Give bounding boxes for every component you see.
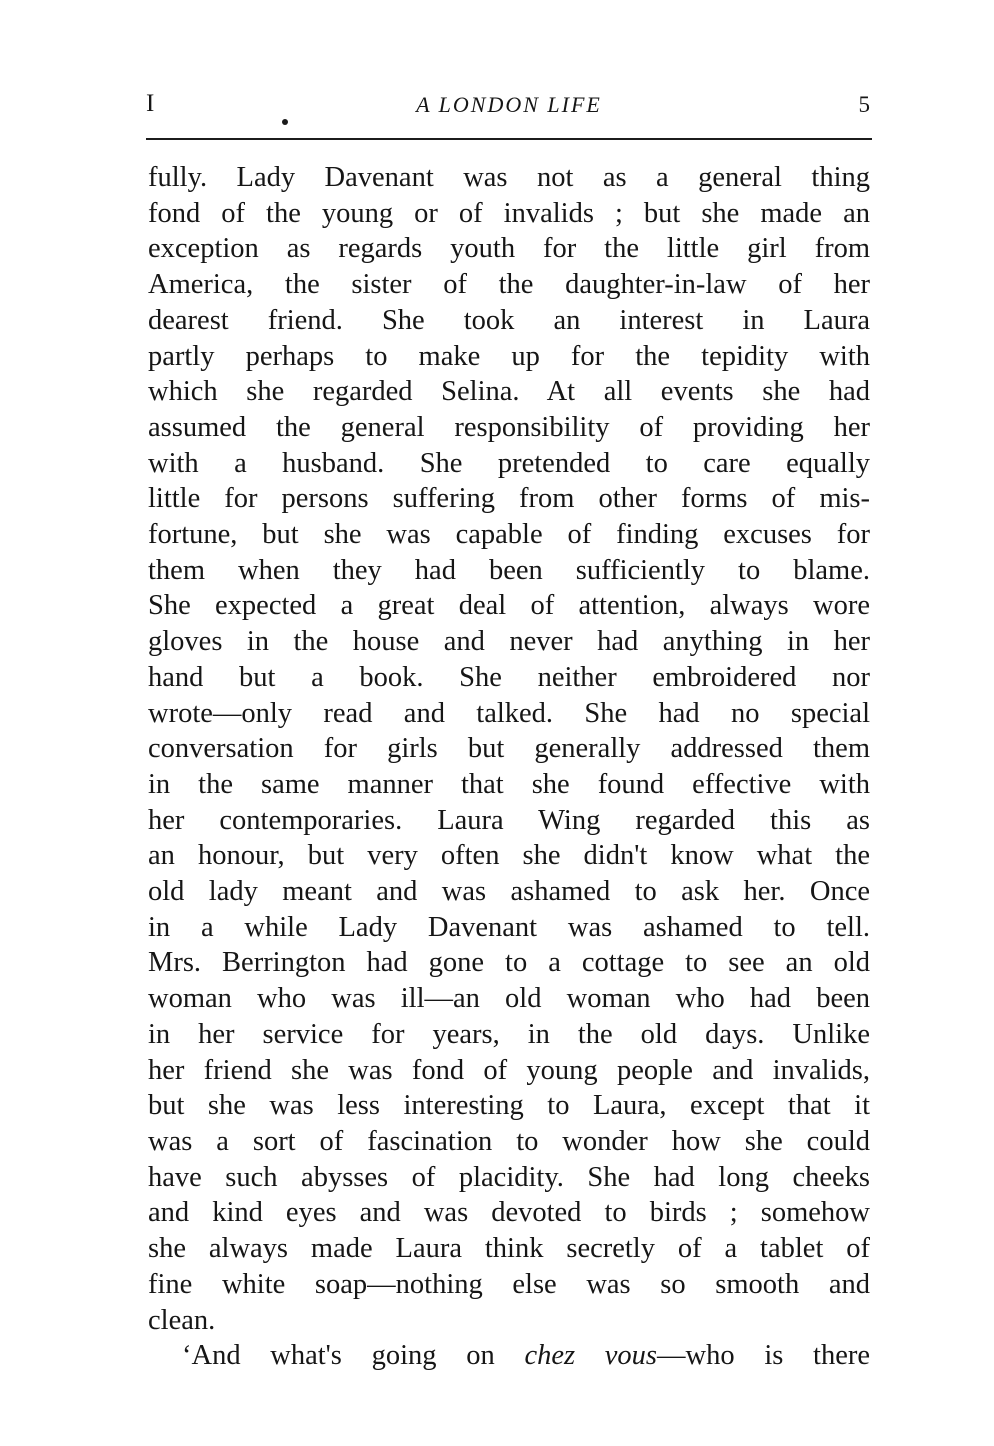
text-line: but she was less interesting to Laura, except that it bbox=[148, 1090, 870, 1122]
text-line: have such abysses of placidity. She had long cheeks bbox=[148, 1161, 870, 1193]
text-line: conversation for girls but generally addressed them bbox=[148, 733, 870, 765]
running-title: A LONDON LIFE bbox=[416, 92, 602, 117]
text-line: She expected a great deal of attention, always wore bbox=[148, 590, 870, 622]
text-line: woman who was ill—an old woman who had been bbox=[148, 983, 870, 1015]
text-line: wrote—only read and talked. She had no special bbox=[148, 697, 870, 729]
text-line: an honour, but very often she didn't know what the bbox=[148, 840, 870, 872]
text-line: fully. Lady Davenant was not as a general thing bbox=[148, 162, 870, 193]
chapter-number: I bbox=[146, 90, 156, 117]
italic-phrase: chez vous bbox=[524, 1340, 658, 1372]
text-line: which she regarded Selina. At all events she had bbox=[148, 376, 870, 408]
header-rule bbox=[146, 138, 872, 140]
text-line: partly perhaps to make up for the tepidity with bbox=[148, 340, 870, 372]
dialogue-text: —who is there bbox=[657, 1340, 870, 1372]
text-line: America, the sister of the daughter-in-law of her bbox=[148, 269, 870, 301]
text-line: old lady meant and was ashamed to ask her. Once bbox=[148, 876, 870, 908]
dialogue-text: ‘And what's going on bbox=[182, 1340, 525, 1372]
running-head bbox=[146, 90, 872, 126]
page-number: 5 bbox=[858, 92, 870, 117]
text-line: fond of the young or of invalids ; but she made an bbox=[148, 197, 870, 229]
paragraph bbox=[148, 1338, 870, 1374]
text-line: hand but a book. She neither embroidered nor bbox=[148, 661, 870, 693]
text-line: her contemporaries. Laura Wing regarded this as bbox=[148, 804, 870, 836]
body-text bbox=[148, 160, 870, 1374]
text-line: was a sort of fascination to wonder how she could bbox=[148, 1125, 870, 1157]
text-line: clean. bbox=[148, 1304, 216, 1336]
text-line: in a while Lady Davenant was ashamed to tell. bbox=[148, 911, 870, 943]
text-line: Mrs. Berrington had gone to a cottage to see an old bbox=[148, 947, 870, 979]
paragraph bbox=[148, 160, 870, 1338]
text-line: she always made Laura think secretly of a tablet of bbox=[148, 1233, 870, 1265]
text-line: exception as regards youth for the little girl from bbox=[148, 233, 870, 265]
text-line: fortune, but she was capable of finding excuses for bbox=[148, 519, 870, 551]
text-line: them when they had been sufficiently to blame. bbox=[148, 554, 870, 586]
text-line: fine white soap—nothing else was so smooth and bbox=[148, 1268, 870, 1300]
text-line: and kind eyes and was devoted to birds ; somehow bbox=[148, 1197, 870, 1229]
text-line: dearest friend. She took an interest in Laura bbox=[148, 304, 870, 336]
text-line: her friend she was fond of young people and invalids, bbox=[148, 1054, 870, 1086]
text-line: gloves in the house and never had anything in her bbox=[148, 626, 870, 658]
text-line: in her service for years, in the old days. Unlike bbox=[148, 1018, 870, 1050]
text-line: with a husband. She pretended to care equally bbox=[148, 447, 870, 479]
ink-dot bbox=[282, 119, 288, 125]
text-line bbox=[148, 1338, 870, 1374]
text-line: in the same manner that she found effective with bbox=[148, 768, 870, 800]
text-line: assumed the general responsibility of providing her bbox=[148, 411, 870, 443]
text-line: little for persons suffering from other forms of mis- bbox=[148, 483, 870, 515]
